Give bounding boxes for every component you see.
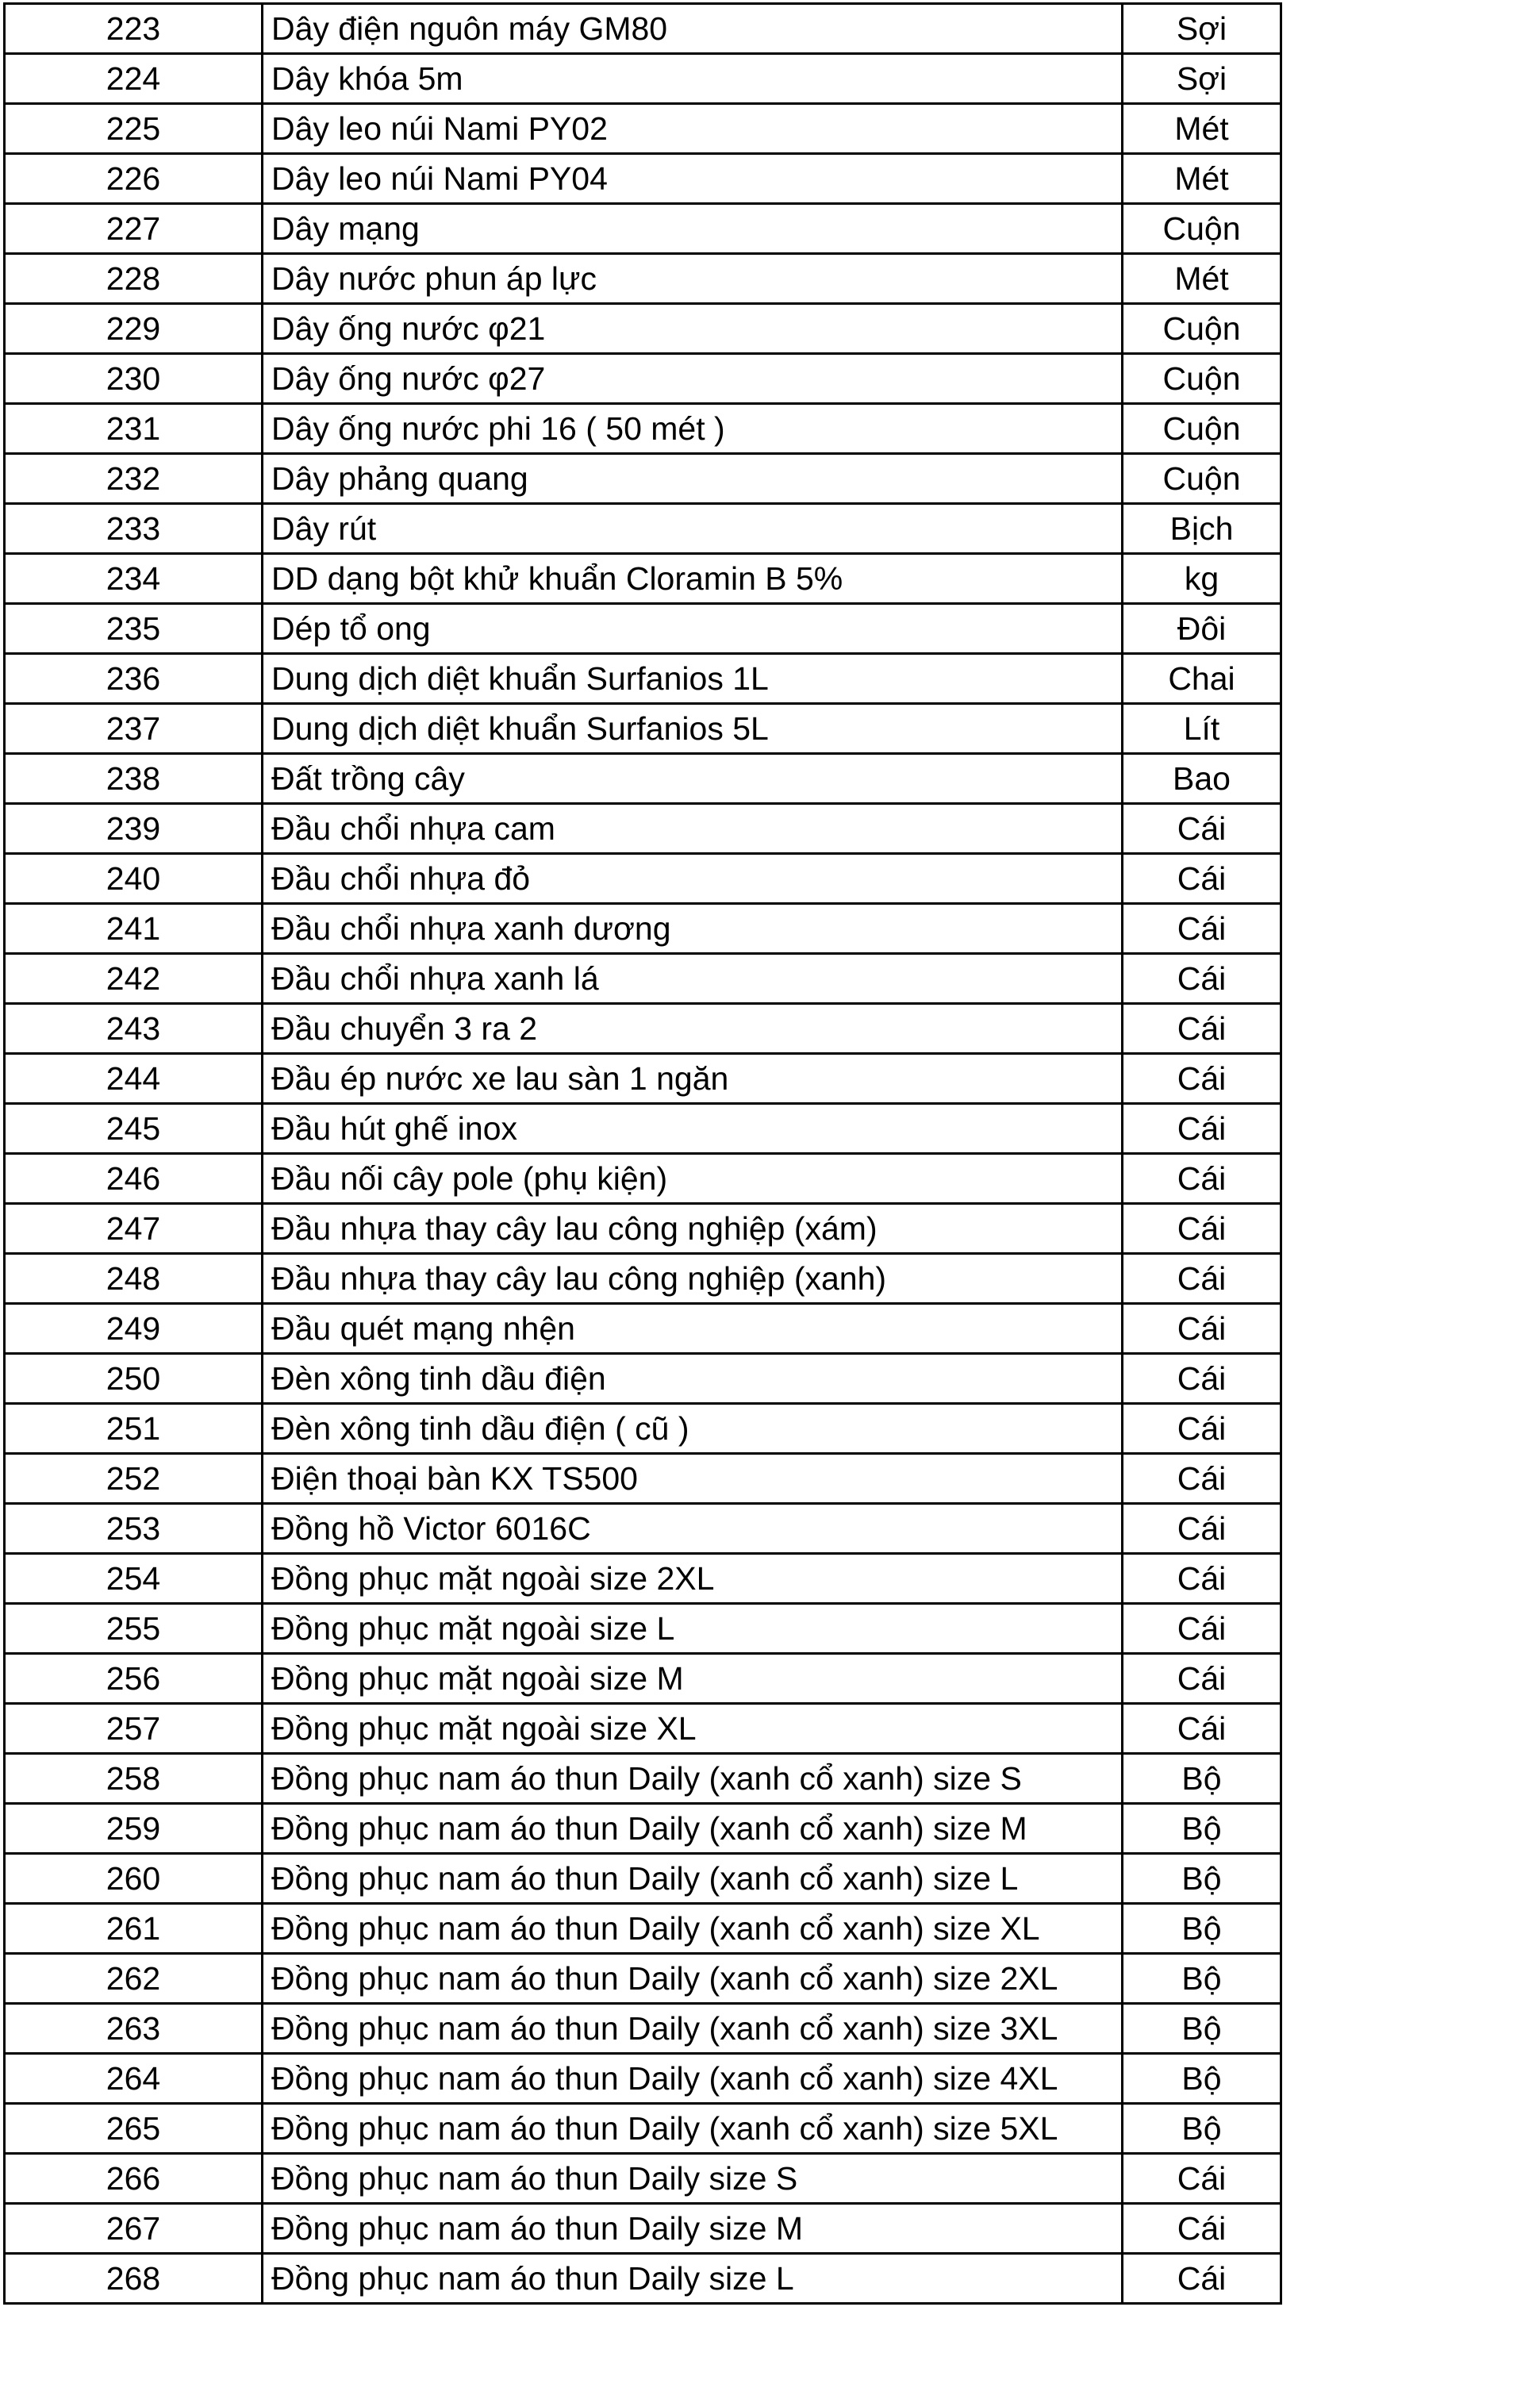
unit-cell: Bộ xyxy=(1123,1854,1281,1904)
row-number-cell: 251 xyxy=(5,1404,263,1454)
table-row xyxy=(5,704,1281,754)
unit-cell: Sợi xyxy=(1123,4,1281,54)
row-number-cell: 254 xyxy=(5,1554,263,1604)
unit-cell: Cái xyxy=(1123,1554,1281,1604)
item-name-cell: Đồng phục mặt ngoài size 2XL xyxy=(263,1554,1123,1604)
unit-cell: Cuộn xyxy=(1123,404,1281,454)
table-row xyxy=(5,1354,1281,1404)
unit-cell: Cái xyxy=(1123,2154,1281,2204)
unit-cell: Cái xyxy=(1123,2204,1281,2254)
row-number-cell: 244 xyxy=(5,1054,263,1104)
unit-cell: Cái xyxy=(1123,1654,1281,1704)
item-name-cell: Đồng phục nam áo thun Daily size M xyxy=(263,2204,1123,2254)
row-number-cell: 236 xyxy=(5,654,263,704)
unit-cell: Cái xyxy=(1123,804,1281,854)
table-row xyxy=(5,754,1281,804)
item-name-cell: Đầu chổi nhựa xanh lá xyxy=(263,954,1123,1004)
table-row xyxy=(5,1804,1281,1854)
unit-cell: Bộ xyxy=(1123,2054,1281,2104)
item-name-cell: Đồng phục mặt ngoài size M xyxy=(263,1654,1123,1704)
table-row xyxy=(5,1754,1281,1804)
row-number-cell: 237 xyxy=(5,704,263,754)
row-number-cell: 247 xyxy=(5,1204,263,1254)
table-row xyxy=(5,1654,1281,1704)
table-row xyxy=(5,2104,1281,2154)
item-name-cell: Dây ống nước φ27 xyxy=(263,354,1123,404)
item-name-cell: Đầu chổi nhựa xanh dương xyxy=(263,904,1123,954)
unit-cell: Cái xyxy=(1123,1404,1281,1454)
item-name-cell: Đồng phục nam áo thun Daily (xanh cổ xanh) size 4XL xyxy=(263,2054,1123,2104)
table-row xyxy=(5,854,1281,904)
table-row xyxy=(5,1554,1281,1604)
row-number-cell: 255 xyxy=(5,1604,263,1654)
item-name-cell: Đầu hút ghế inox xyxy=(263,1104,1123,1154)
item-name-cell: Đầu chuyển 3 ra 2 xyxy=(263,1004,1123,1054)
item-name-cell: Dây ống nước phi 16 ( 50 mét ) xyxy=(263,404,1123,454)
table-row xyxy=(5,404,1281,454)
unit-cell: Bộ xyxy=(1123,2004,1281,2054)
table-row xyxy=(5,1604,1281,1654)
item-name-cell: Dây leo núi Nami PY02 xyxy=(263,104,1123,154)
table-row xyxy=(5,54,1281,104)
table-row xyxy=(5,104,1281,154)
table-row xyxy=(5,1854,1281,1904)
inventory-table xyxy=(3,2,1282,2305)
row-number-cell: 225 xyxy=(5,104,263,154)
unit-cell: Cái xyxy=(1123,1454,1281,1504)
row-number-cell: 260 xyxy=(5,1854,263,1904)
inventory-table-body xyxy=(5,4,1281,2304)
row-number-cell: 258 xyxy=(5,1754,263,1804)
unit-cell: Cái xyxy=(1123,1054,1281,1104)
row-number-cell: 266 xyxy=(5,2154,263,2204)
row-number-cell: 230 xyxy=(5,354,263,404)
unit-cell: Bao xyxy=(1123,754,1281,804)
item-name-cell: Đầu quét mạng nhện xyxy=(263,1304,1123,1354)
row-number-cell: 267 xyxy=(5,2204,263,2254)
item-name-cell: Đồng phục nam áo thun Daily (xanh cổ xanh) size S xyxy=(263,1754,1123,1804)
unit-cell: Bịch xyxy=(1123,504,1281,554)
row-number-cell: 246 xyxy=(5,1154,263,1204)
row-number-cell: 268 xyxy=(5,2254,263,2304)
item-name-cell: Điện thoại bàn KX TS500 xyxy=(263,1454,1123,1504)
row-number-cell: 238 xyxy=(5,754,263,804)
unit-cell: Mét xyxy=(1123,254,1281,304)
unit-cell: Cái xyxy=(1123,1104,1281,1154)
unit-cell: Cuộn xyxy=(1123,304,1281,354)
table-row xyxy=(5,1704,1281,1754)
unit-cell: Cái xyxy=(1123,854,1281,904)
row-number-cell: 257 xyxy=(5,1704,263,1754)
item-name-cell: Đồng hồ Victor 6016C xyxy=(263,1504,1123,1554)
table-row xyxy=(5,2154,1281,2204)
unit-cell: Cái xyxy=(1123,1154,1281,1204)
unit-cell: Cái xyxy=(1123,1354,1281,1404)
item-name-cell: DD dạng bột khử khuẩn Cloramin B 5% xyxy=(263,554,1123,604)
table-row xyxy=(5,954,1281,1004)
row-number-cell: 228 xyxy=(5,254,263,304)
unit-cell: Bộ xyxy=(1123,1754,1281,1804)
item-name-cell: Dây leo núi Nami PY04 xyxy=(263,154,1123,204)
item-name-cell: Đồng phục nam áo thun Daily (xanh cổ xanh) size 5XL xyxy=(263,2104,1123,2154)
table-row xyxy=(5,1454,1281,1504)
row-number-cell: 250 xyxy=(5,1354,263,1404)
table-row xyxy=(5,1104,1281,1154)
table-row xyxy=(5,1204,1281,1254)
row-number-cell: 224 xyxy=(5,54,263,104)
table-row xyxy=(5,504,1281,554)
item-name-cell: Đồng phục mặt ngoài size L xyxy=(263,1604,1123,1654)
item-name-cell: Đồng phục nam áo thun Daily (xanh cổ xanh) size 2XL xyxy=(263,1954,1123,2004)
unit-cell: Chai xyxy=(1123,654,1281,704)
row-number-cell: 239 xyxy=(5,804,263,854)
item-name-cell: Đèn xông tinh dầu điện xyxy=(263,1354,1123,1404)
table-row xyxy=(5,2054,1281,2104)
unit-cell: Mét xyxy=(1123,154,1281,204)
table-row xyxy=(5,4,1281,54)
row-number-cell: 253 xyxy=(5,1504,263,1554)
table-row xyxy=(5,1504,1281,1554)
item-name-cell: Dây điện nguôn máy GM80 xyxy=(263,4,1123,54)
item-name-cell: Đất trồng cây xyxy=(263,754,1123,804)
item-name-cell: Dép tổ ong xyxy=(263,604,1123,654)
row-number-cell: 261 xyxy=(5,1904,263,1954)
row-number-cell: 256 xyxy=(5,1654,263,1704)
unit-cell: Đôi xyxy=(1123,604,1281,654)
unit-cell: Sợi xyxy=(1123,54,1281,104)
row-number-cell: 229 xyxy=(5,304,263,354)
row-number-cell: 243 xyxy=(5,1004,263,1054)
item-name-cell: Đầu nhựa thay cây lau công nghiệp (xám) xyxy=(263,1204,1123,1254)
item-name-cell: Dây khóa 5m xyxy=(263,54,1123,104)
row-number-cell: 259 xyxy=(5,1804,263,1854)
table-row xyxy=(5,204,1281,254)
row-number-cell: 262 xyxy=(5,1954,263,2004)
item-name-cell: Đồng phục mặt ngoài size XL xyxy=(263,1704,1123,1754)
item-name-cell: Đầu ép nước xe lau sàn 1 ngăn xyxy=(263,1054,1123,1104)
item-name-cell: Đầu nối cây pole (phụ kiện) xyxy=(263,1154,1123,1204)
table-row xyxy=(5,1254,1281,1304)
row-number-cell: 235 xyxy=(5,604,263,654)
row-number-cell: 263 xyxy=(5,2004,263,2054)
row-number-cell: 252 xyxy=(5,1454,263,1504)
table-row xyxy=(5,1404,1281,1454)
item-name-cell: Đầu chổi nhựa cam xyxy=(263,804,1123,854)
item-name-cell: Đầu nhựa thay cây lau công nghiệp (xanh) xyxy=(263,1254,1123,1304)
table-row xyxy=(5,1154,1281,1204)
row-number-cell: 240 xyxy=(5,854,263,904)
table-row xyxy=(5,604,1281,654)
table-row xyxy=(5,554,1281,604)
row-number-cell: 264 xyxy=(5,2054,263,2104)
item-name-cell: Đèn xông tinh dầu điện ( cũ ) xyxy=(263,1404,1123,1454)
row-number-cell: 223 xyxy=(5,4,263,54)
item-name-cell: Dây nước phun áp lực xyxy=(263,254,1123,304)
unit-cell: Cuộn xyxy=(1123,354,1281,404)
item-name-cell: Dây ống nước φ21 xyxy=(263,304,1123,354)
unit-cell: Mét xyxy=(1123,104,1281,154)
row-number-cell: 242 xyxy=(5,954,263,1004)
unit-cell: Bộ xyxy=(1123,1954,1281,2004)
item-name-cell: Đồng phục nam áo thun Daily size S xyxy=(263,2154,1123,2204)
item-name-cell: Đồng phục nam áo thun Daily size L xyxy=(263,2254,1123,2304)
unit-cell: Cuộn xyxy=(1123,454,1281,504)
table-row xyxy=(5,304,1281,354)
unit-cell: Bộ xyxy=(1123,1904,1281,1954)
unit-cell: Bộ xyxy=(1123,2104,1281,2154)
row-number-cell: 265 xyxy=(5,2104,263,2154)
row-number-cell: 245 xyxy=(5,1104,263,1154)
item-name-cell: Dây mạng xyxy=(263,204,1123,254)
table-row xyxy=(5,454,1281,504)
item-name-cell: Đồng phục nam áo thun Daily (xanh cổ xanh) size L xyxy=(263,1854,1123,1904)
table-row xyxy=(5,1054,1281,1104)
row-number-cell: 234 xyxy=(5,554,263,604)
unit-cell: Cái xyxy=(1123,954,1281,1004)
row-number-cell: 231 xyxy=(5,404,263,454)
item-name-cell: Dây phảng quang xyxy=(263,454,1123,504)
item-name-cell: Dung dịch diệt khuẩn Surfanios 1L xyxy=(263,654,1123,704)
item-name-cell: Dung dịch diệt khuẩn Surfanios 5L xyxy=(263,704,1123,754)
unit-cell: Cái xyxy=(1123,1004,1281,1054)
unit-cell: kg xyxy=(1123,554,1281,604)
table-row xyxy=(5,354,1281,404)
row-number-cell: 241 xyxy=(5,904,263,954)
table-row xyxy=(5,1954,1281,2004)
table-row xyxy=(5,2004,1281,2054)
table-row xyxy=(5,1004,1281,1054)
item-name-cell: Đồng phục nam áo thun Daily (xanh cổ xanh) size M xyxy=(263,1804,1123,1854)
row-number-cell: 226 xyxy=(5,154,263,204)
row-number-cell: 232 xyxy=(5,454,263,504)
unit-cell: Cái xyxy=(1123,1504,1281,1554)
unit-cell: Lít xyxy=(1123,704,1281,754)
table-row xyxy=(5,154,1281,204)
item-name-cell: Đồng phục nam áo thun Daily (xanh cổ xanh) size 3XL xyxy=(263,2004,1123,2054)
table-row xyxy=(5,254,1281,304)
item-name-cell: Đầu chổi nhựa đỏ xyxy=(263,854,1123,904)
row-number-cell: 248 xyxy=(5,1254,263,1304)
item-name-cell: Đồng phục nam áo thun Daily (xanh cổ xanh) size XL xyxy=(263,1904,1123,1954)
unit-cell: Cái xyxy=(1123,1254,1281,1304)
table-row xyxy=(5,2254,1281,2304)
row-number-cell: 227 xyxy=(5,204,263,254)
unit-cell: Cái xyxy=(1123,1204,1281,1254)
unit-cell: Cái xyxy=(1123,2254,1281,2304)
table-row xyxy=(5,1304,1281,1354)
item-name-cell: Dây rút xyxy=(263,504,1123,554)
table-row xyxy=(5,2204,1281,2254)
row-number-cell: 249 xyxy=(5,1304,263,1354)
unit-cell: Cái xyxy=(1123,1304,1281,1354)
table-row xyxy=(5,804,1281,854)
unit-cell: Bộ xyxy=(1123,1804,1281,1854)
table-row xyxy=(5,904,1281,954)
unit-cell: Cái xyxy=(1123,1604,1281,1654)
unit-cell: Cái xyxy=(1123,1704,1281,1754)
table-row xyxy=(5,654,1281,704)
unit-cell: Cái xyxy=(1123,904,1281,954)
table-row xyxy=(5,1904,1281,1954)
unit-cell: Cuộn xyxy=(1123,204,1281,254)
row-number-cell: 233 xyxy=(5,504,263,554)
